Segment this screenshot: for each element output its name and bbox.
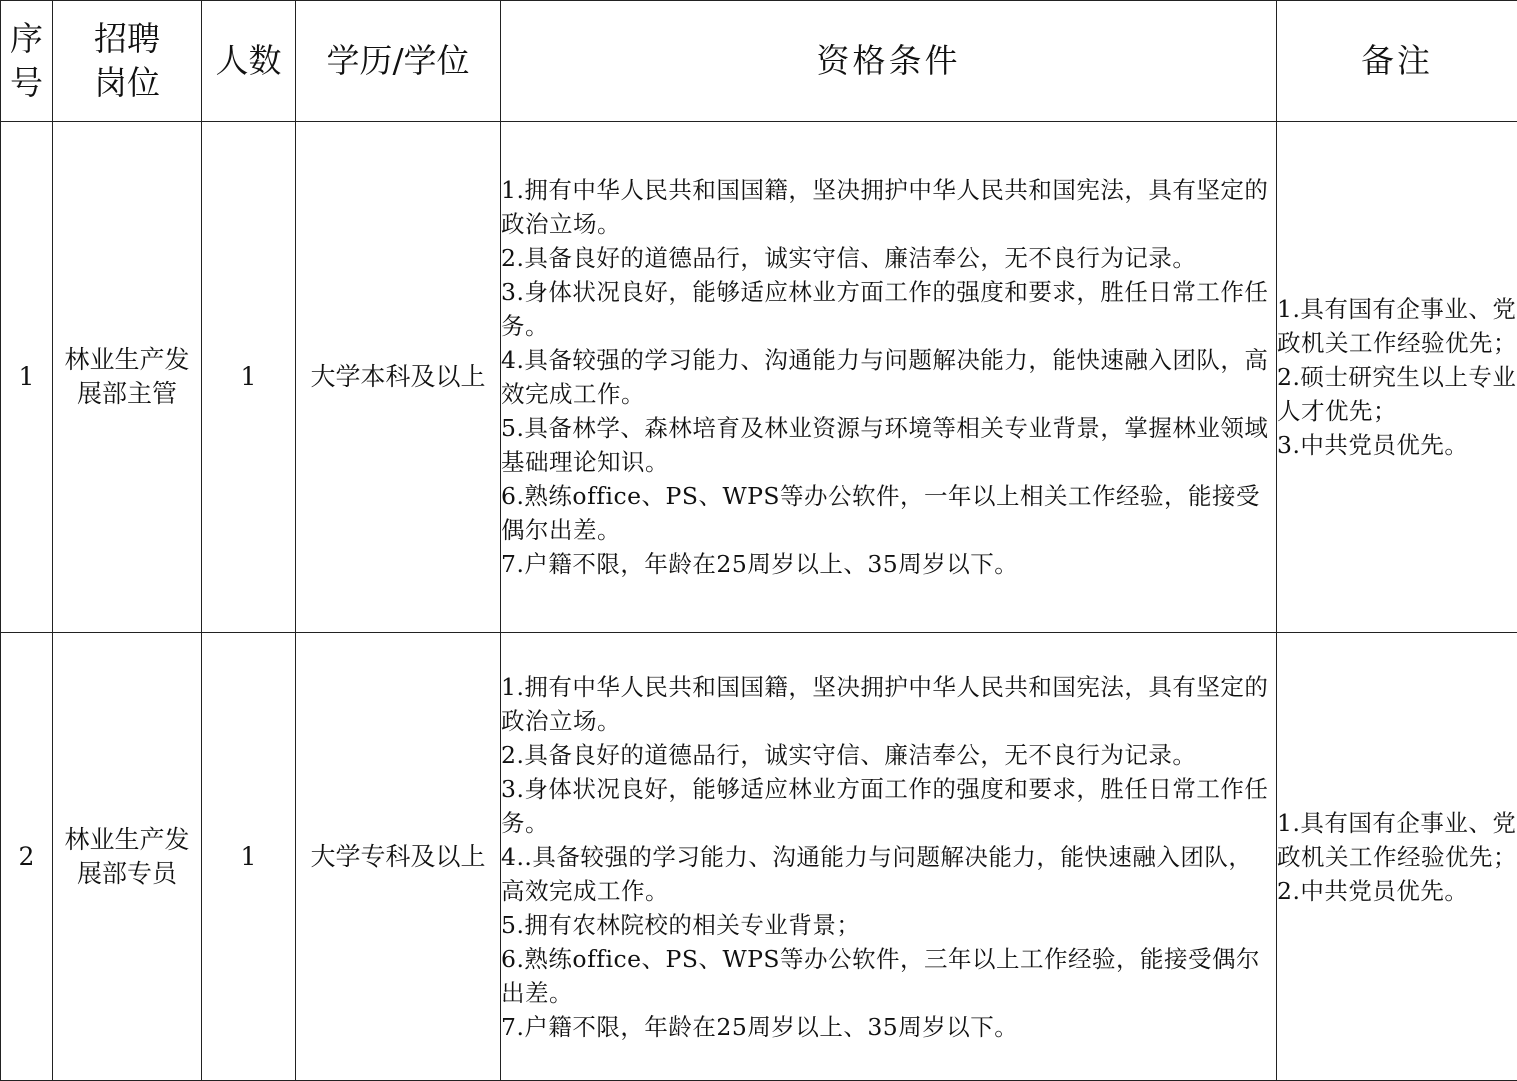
- row-seq: 1: [1, 122, 53, 633]
- requirement-item: 4..具备较强的学习能力、沟通能力与问题解决能力，能快速融入团队，高效完成工作。: [501, 840, 1276, 908]
- row-position: 林业生产发展部主管: [53, 122, 202, 633]
- requirement-item: 7.户籍不限，年龄在25周岁以上、35周岁以下。: [501, 1010, 1276, 1044]
- header-requirements: 资格条件: [501, 1, 1277, 122]
- header-count: 人数: [202, 1, 296, 122]
- table-row: [1, 633, 1517, 1081]
- requirement-item: 2.具备良好的道德品行，诚实守信、廉洁奉公，无不良行为记录。: [501, 738, 1276, 772]
- header-seq: 序号: [1, 1, 53, 122]
- header-notes: 备注: [1277, 1, 1517, 122]
- row-seq: 2: [1, 633, 53, 1081]
- row-count: 1: [202, 122, 296, 633]
- requirement-item: 5.具备林学、森林培育及林业资源与环境等相关专业背景，掌握林业领域基础理论知识。: [501, 411, 1276, 479]
- requirement-item: 2.具备良好的道德品行，诚实守信、廉洁奉公，无不良行为记录。: [501, 241, 1276, 275]
- row-notes: [1277, 122, 1517, 633]
- requirement-item: 7.户籍不限，年龄在25周岁以上、35周岁以下。: [501, 547, 1276, 581]
- note-item: 2.硕士研究生以上专业人才优先；: [1277, 360, 1517, 428]
- requirement-item: 4.具备较强的学习能力、沟通能力与问题解决能力，能快速融入团队，高效完成工作。: [501, 343, 1276, 411]
- row-count: 1: [202, 633, 296, 1081]
- requirement-item: 3.身体状况良好，能够适应林业方面工作的强度和要求，胜任日常工作任务。: [501, 275, 1276, 343]
- requirement-item: 1.拥有中华人民共和国国籍，坚决拥护中华人民共和国宪法，具有坚定的政治立场。: [501, 670, 1276, 738]
- row-requirements: [501, 122, 1277, 633]
- header-row: [1, 1, 1517, 122]
- requirement-item: 5.拥有农林院校的相关专业背景；: [501, 908, 1276, 942]
- requirement-item: 1.拥有中华人民共和国国籍，坚决拥护中华人民共和国宪法，具有坚定的政治立场。: [501, 173, 1276, 241]
- requirement-item: 6.熟练office、PS、WPS等办公软件，三年以上工作经验，能接受偶尔出差。: [501, 942, 1276, 1010]
- requirement-item: 6.熟练office、PS、WPS等办公软件，一年以上相关工作经验，能接受偶尔出差。: [501, 479, 1276, 547]
- row-notes: [1277, 633, 1517, 1081]
- note-item: 2.中共党员优先。: [1277, 874, 1517, 908]
- table-row: [1, 122, 1517, 633]
- note-item: 1.具有国有企事业、党政机关工作经验优先；: [1277, 806, 1517, 874]
- row-requirements: [501, 633, 1277, 1081]
- note-item: 3.中共党员优先。: [1277, 428, 1517, 462]
- requirement-item: 3.身体状况良好，能够适应林业方面工作的强度和要求，胜任日常工作任务。: [501, 772, 1276, 840]
- header-position: 招聘岗位: [53, 1, 202, 122]
- header-education: 学历/学位: [296, 1, 501, 122]
- row-education: 大学专科及以上: [296, 633, 501, 1081]
- note-item: 1.具有国有企事业、党政机关工作经验优先；: [1277, 292, 1517, 360]
- row-education: 大学本科及以上: [296, 122, 501, 633]
- row-position: 林业生产发展部专员: [53, 633, 202, 1081]
